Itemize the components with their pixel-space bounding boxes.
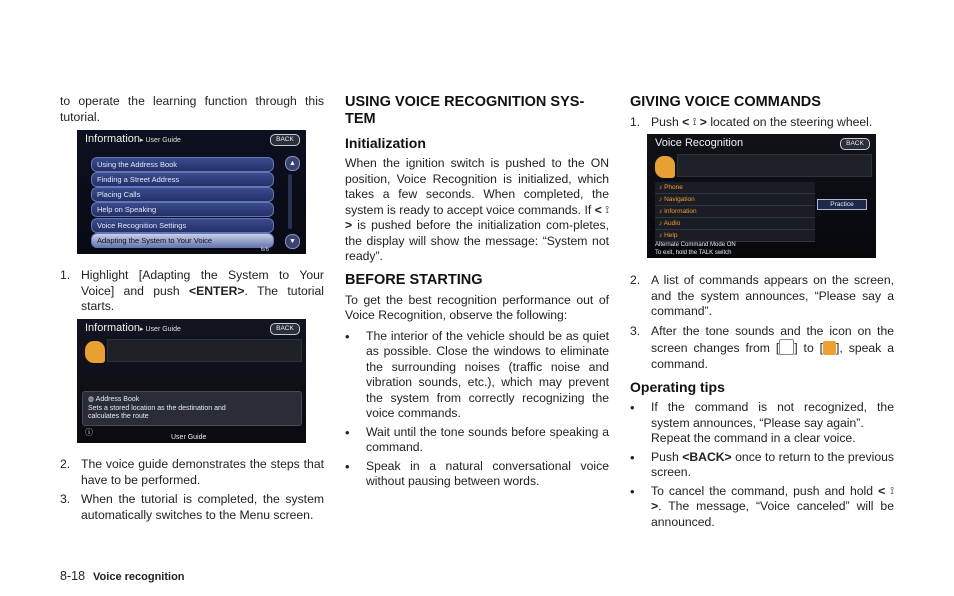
step-3: 3. After the tone sounds and the icon on the screen changes from [ ] to [ ], speak a command. [630, 323, 894, 371]
heading-giving-commands: GIVING VOICE COMMANDS [630, 94, 821, 110]
menu-item[interactable]: Finding a Street Address [91, 172, 274, 187]
command-item[interactable]: ♪ Help [655, 230, 815, 242]
command-item[interactable]: ♪ Phone [655, 182, 815, 194]
message-bar [677, 154, 872, 177]
page-indicator: 6/6 [260, 247, 269, 253]
back-button[interactable]: BACK [840, 138, 870, 150]
step-text: Highlight [Adapting the System to Your Voice] and push <ENTER>. The tutorial starts. [81, 268, 324, 313]
step-1: 1. Push < ⟟ > located on the steering wheel. [630, 115, 873, 129]
menu-item[interactable]: Placing Calls [91, 187, 274, 202]
menu-item[interactable]: Voice Recognition Settings [91, 218, 274, 233]
steps-col1 [60, 268, 324, 315]
screen-user-guide-tutorial [77, 319, 306, 443]
screen-title: Information▸ User Guide [85, 133, 181, 145]
page-footer [60, 569, 185, 583]
alt-command-status: Alternate Command Mode ON [655, 242, 736, 248]
screen-title: Information▸ User Guide [85, 322, 181, 334]
menu-item[interactable]: Help on Speaking [91, 202, 274, 217]
menu-item-selected[interactable]: Adapting the System to Your Voice [91, 233, 274, 248]
step-text: The voice guide demonstrates the steps that have to be performed. [81, 457, 324, 487]
column-2 [345, 94, 609, 490]
voice-switch-icon: ⟟ [890, 485, 894, 497]
intro-text: to operate the learning function through this tutorial. [60, 94, 324, 124]
back-button[interactable]: BACK [270, 134, 300, 146]
voice-speaker-icon [655, 156, 675, 178]
voice-switch-icon: ⟟ [692, 117, 697, 128]
info-box-line: Sets a stored location as the destination and [88, 405, 226, 412]
command-item[interactable]: ♪ Audio [655, 218, 815, 230]
back-button[interactable]: BACK [270, 323, 300, 335]
section-name: Voice recognition [93, 571, 185, 583]
steps-col3 [630, 273, 894, 530]
bullet-item: • Push <BACK> once to return to the previous screen. [630, 449, 894, 479]
bullet-item: • Wait until the tone sounds before speaking a command. [345, 424, 609, 454]
screen-voice-recognition [647, 134, 876, 258]
heading-before-starting: BEFORE STARTING [345, 271, 483, 288]
command-item[interactable]: ♪ Navigation [655, 194, 815, 206]
screen-title: Voice Recognition [655, 137, 744, 149]
bullet-item: • To cancel the command, push and hold < ⟟ >. The message, “Voice canceled” will be announced. [630, 483, 894, 529]
command-item[interactable]: ♪ Information [655, 206, 815, 218]
step-3 [60, 492, 324, 523]
step-number: 1. [60, 268, 71, 282]
scroll-down-icon[interactable]: ▼ [285, 234, 300, 249]
step-text: When the tutorial is completed, the system automatically switches to the Menu screen. [81, 492, 324, 522]
step-number: 2. [60, 457, 71, 471]
info-box-line: calculates the route [88, 413, 149, 420]
practice-button[interactable]: Practice [817, 199, 867, 210]
bullet-item: • The interior of the vehicle should be as quiet as possible. Close the windows to eliminate the surrounding noises (traffic noise and vibration sounds, etc.), which may prevent the system from correctly recognizing the voice commands. [345, 328, 609, 420]
info-icon: ⓘ [85, 428, 93, 437]
listening-icon [823, 341, 836, 355]
bullet-item: • If the command is not recognized, the system announces, “Please say again”. Repeat the command in a clear voice. [630, 400, 894, 445]
scrollbar[interactable] [288, 174, 292, 229]
message-bar [107, 339, 302, 362]
heading-using-voice: USING VOICE RECOGNITION SYS-TEM [345, 94, 585, 127]
idle-icon [779, 339, 794, 355]
bottom-label: User Guide [171, 434, 207, 441]
voice-speaker-icon [85, 341, 105, 363]
exit-hint: To exit, hold the TALK switch [655, 250, 732, 256]
init-text: When the ignition switch is pushed to the ON position, Voice Recognition is initialized, which takes a few seconds. When completed, the system is ready to accept voice commands. If < ⟟ > is pushed before the initialization com-pletes, the display will show the message: “System not ready”. [345, 156, 609, 263]
column-3 [630, 94, 894, 131]
column-1 [60, 94, 324, 125]
step-2 [60, 457, 324, 488]
page-number: 8-18 [60, 569, 86, 583]
info-box-title: ◍ Address Book [88, 396, 140, 403]
step-number: 3. [60, 492, 71, 506]
scroll-up-icon[interactable]: ▲ [285, 156, 300, 171]
step-2: 2. A list of commands appears on the screen, and the system announces, “Please say a command”. [630, 273, 894, 318]
screen-user-guide-menu [77, 130, 306, 254]
step-1 [60, 268, 324, 315]
info-box [82, 391, 302, 426]
steps-col1-b [60, 457, 324, 523]
heading-operating-tips: Operating tips [630, 379, 725, 395]
bullet-item: • Speak in a natural conversational voice without pausing between words. [345, 458, 609, 488]
voice-switch-icon: ⟟ [605, 204, 609, 216]
menu-item[interactable]: Using the Address Book [91, 157, 274, 172]
heading-initialization: Initialization [345, 135, 426, 151]
before-text: To get the best recognition performance out of Voice Recognition, observe the following: [345, 292, 609, 322]
